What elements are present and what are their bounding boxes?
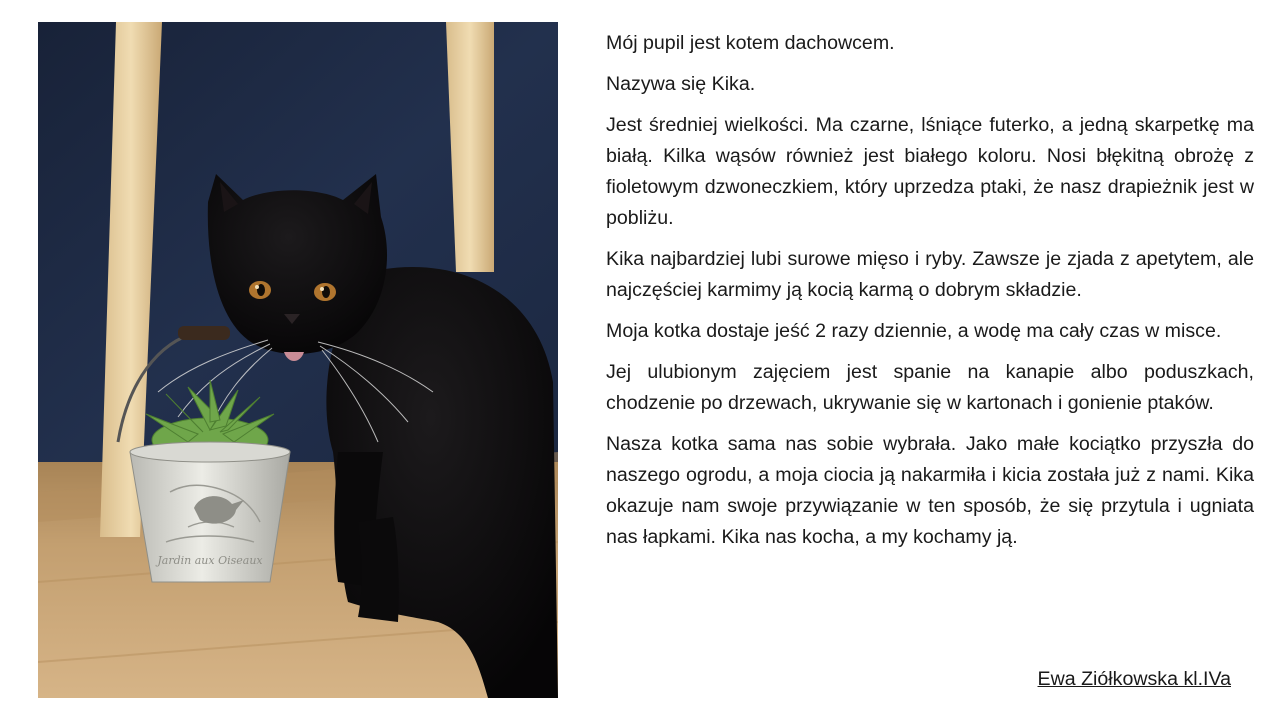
paragraph-6: Jej ulubionym zajęciem jest spanie na kanapie albo poduszkach, chodzenie po drzewach, ukrywanie się w kartonach i gonienie ptaków.	[606, 361, 1254, 414]
cat-photo	[38, 22, 558, 698]
paragraph-7: Nasza kotka sama nas sobie wybrała. Jako małe kociątko przyszła do naszego ogrodu, a moja ciocia ją nakarmiła i kicia została już z nami. Kika okazuje nam swoje przywiązanie w ten sposób, że się przytula i ugniata nas łapkami. Kika nas kocha, a my kochamy ją.	[606, 433, 1254, 548]
paragraph-3: Jest średniej wielkości. Ma czarne, lśniące futerko, a jedną skarpetkę ma białą. Kilka wąsów również jest białego koloru. Nosi błękitną obrożę z fioletowym dzwoneczkiem, który uprzedza ptaki, że nasz drapieżnik jest w pobliżu.	[606, 114, 1254, 229]
author-signature: Ewa Ziółkowska kl.IVa	[1037, 668, 1231, 690]
paragraph-5: Moja kotka dostaje jeść 2 razy dziennie, a wodę ma cały czas w misce.	[606, 320, 1222, 342]
pot-label: Jardin aux Oiseaux	[157, 554, 263, 567]
paragraph-4: Kika najbardziej lubi surowe mięso i ryby. Zawsze je zjada z apetytem, ale najczęściej karmimy ją kocią karmą o dobrym składzie.	[606, 248, 1254, 301]
paragraph-2: Nazywa się Kika.	[606, 73, 756, 95]
story-text	[606, 28, 1254, 563]
paragraph-1: Mój pupil jest kotem dachowcem.	[606, 32, 895, 54]
